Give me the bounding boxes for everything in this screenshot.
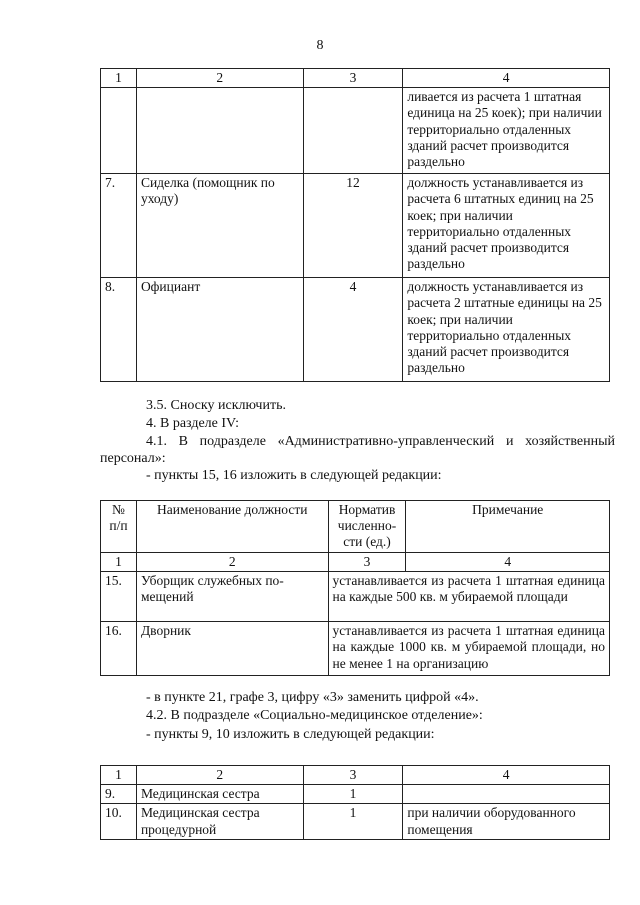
- row-note: при наличии оборудованного помещения: [403, 804, 610, 839]
- paragraph: - пункты 15, 16 изложить в следующей редакции:: [146, 468, 442, 483]
- row-num: 8.: [101, 278, 137, 382]
- col-number-3: 3: [303, 766, 403, 785]
- row-note: [403, 785, 610, 804]
- row-num: 16.: [101, 622, 137, 676]
- col-header-note: Примечание: [406, 501, 610, 553]
- col-number-1: 1: [101, 553, 137, 572]
- staffing-table-continued: [100, 68, 610, 382]
- row-count: 4: [303, 278, 403, 382]
- col-header-number: № п/п: [101, 501, 137, 553]
- col-number-1: 1: [101, 766, 137, 785]
- row-note: ливается из расчета 1 штатная единица на 25 коек); при наличии территориально отдаленных зданий расчет производится раздельно: [403, 88, 610, 174]
- row-num: 15.: [101, 572, 137, 622]
- row-position: Сиделка (помощник по уходу): [136, 174, 303, 278]
- table-row: [101, 278, 610, 382]
- row-num: 9.: [101, 785, 137, 804]
- row-position: Уборщик служебных по-мещений: [136, 572, 328, 622]
- row-note: устанавливается из расчета 1 штатная единица на каждые 500 кв. м убираемой площади: [328, 572, 609, 622]
- row-position: Медицинская сестра процедурной: [136, 804, 303, 839]
- row-position: Официант: [136, 278, 303, 382]
- row-num: 7.: [101, 174, 137, 278]
- table-row: [101, 572, 610, 622]
- table-header-row: [101, 501, 610, 553]
- row-position: Медицинская сестра: [136, 785, 303, 804]
- row-count: 12: [303, 174, 403, 278]
- col-header-norm: Норматив численно-сти (ед.): [328, 501, 406, 553]
- page-number: 8: [316, 38, 324, 53]
- table-row: [101, 785, 610, 804]
- paragraph: 4.1. В подразделе «Административно-управленческий и хозяйственный персонал»:: [100, 434, 615, 466]
- col-number-2: 2: [136, 69, 303, 88]
- paragraph: 4.2. В подразделе «Социально-медицинское отделение»:: [146, 708, 483, 723]
- row-position: Дворник: [136, 622, 328, 676]
- paragraph: - пункты 9, 10 изложить в следующей редакции:: [146, 727, 435, 742]
- col-number-2: 2: [136, 553, 328, 572]
- staffing-table-admin: [100, 500, 610, 676]
- table-header-row: [101, 766, 610, 785]
- row-count: 1: [303, 804, 403, 839]
- col-number-1: 1: [101, 69, 137, 88]
- col-number-4: 4: [403, 766, 610, 785]
- col-number-3: 3: [328, 553, 406, 572]
- table-row: [101, 174, 610, 278]
- staffing-table-medical: [100, 765, 610, 840]
- table-row: [101, 804, 610, 839]
- paragraph: 4. В разделе IV:: [146, 416, 239, 431]
- row-count: [303, 88, 403, 174]
- table-row: [101, 622, 610, 676]
- row-note: устанавливается из расчета 1 штатная единица на каждые 1000 кв. м убираемой площади, но не менее 1 на организацию: [328, 622, 609, 676]
- table-header-row: [101, 69, 610, 88]
- row-position: [136, 88, 303, 174]
- row-note: должность устанавливается из расчета 6 штатных единиц на 25 коек; при наличии территориально отдаленных зданий расчет производится раздельно: [403, 174, 610, 278]
- col-number-2: 2: [136, 766, 303, 785]
- paragraph: - в пункте 21, графе 3, цифру «3» заменить цифрой «4».: [146, 690, 479, 705]
- col-number-4: 4: [403, 69, 610, 88]
- col-header-position: Наименование должности: [136, 501, 328, 553]
- row-num: [101, 88, 137, 174]
- table-row: [101, 88, 610, 174]
- row-num: 10.: [101, 804, 137, 839]
- col-number-4: 4: [406, 553, 610, 572]
- paragraph: 3.5. Сноску исключить.: [146, 398, 286, 413]
- col-number-3: 3: [303, 69, 403, 88]
- table-number-row: [101, 553, 610, 572]
- row-count: 1: [303, 785, 403, 804]
- row-note: должность устанавливается из расчета 2 штатные единицы на 25 коек; при наличии территориально отдаленных зданий расчет производится раздельно: [403, 278, 610, 382]
